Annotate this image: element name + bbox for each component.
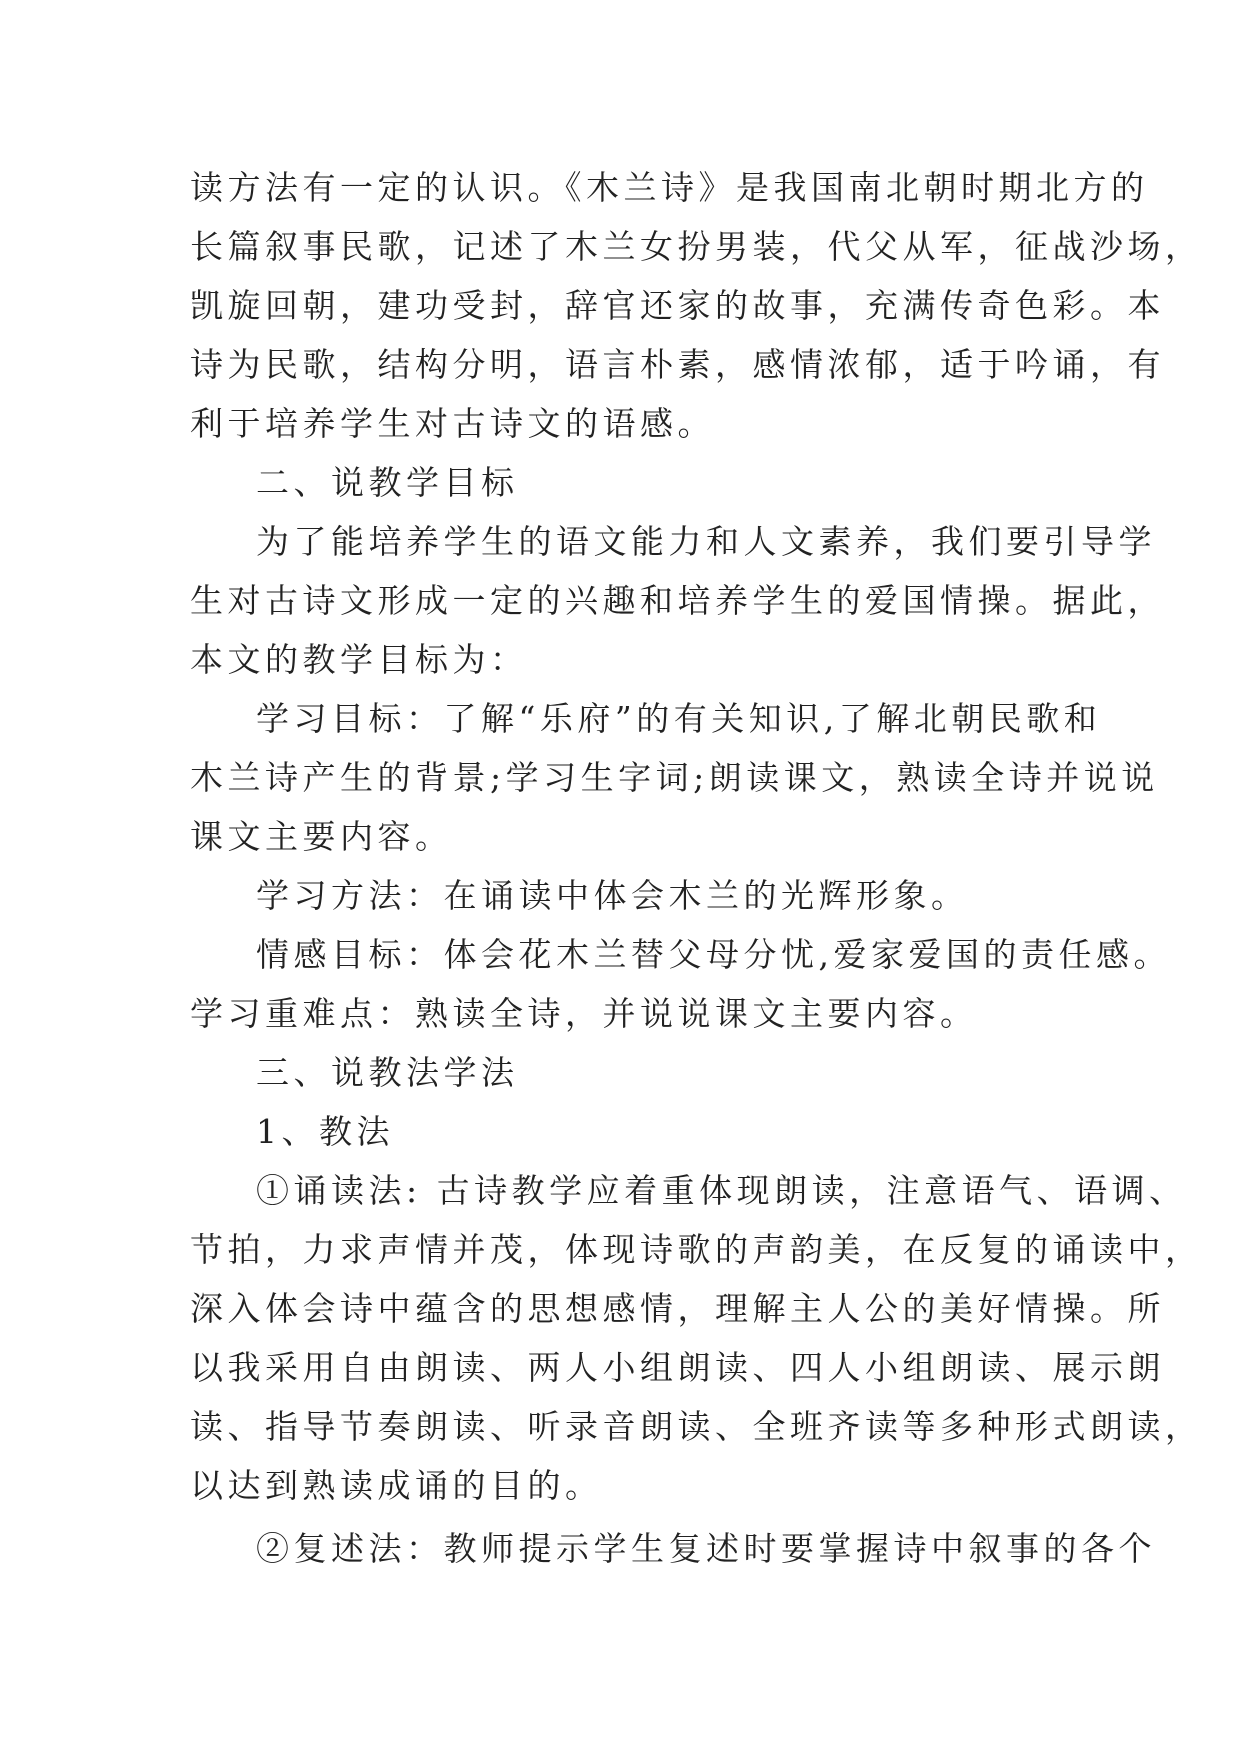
section-heading-teaching-methods [190, 1043, 1070, 1102]
heading-line: 1、教法 [256, 1112, 394, 1151]
text-line: 节拍，力求声情并茂，体现诗歌的声韵美，在反复的诵读中， [190, 1230, 1203, 1269]
paragraph-goals-intro [190, 512, 1165, 689]
text-line: 情感目标：体会花木兰替父母分忧,爱家爱国的责任感。 [256, 935, 1171, 974]
text-line: 长篇叙事民歌，记述了木兰女扮男装，代父从军，征战沙场， [190, 227, 1203, 266]
text-line: 木兰诗产生的背景;学习生字词;朗读课文，熟读全诗并说说 [190, 758, 1159, 797]
section-heading-teaching-goals [190, 453, 1070, 512]
text-line: 诗为民歌，结构分明，语言朴素，感情浓郁，适于吟诵，有 [190, 345, 1165, 384]
paragraph-intro [190, 158, 1203, 453]
text-line: 利于培养学生对古诗文的语感。 [190, 404, 715, 443]
text-line: ②复述法：教师提示学生复述时要掌握诗中叙事的各个 [256, 1529, 1156, 1568]
subheading-teaching-method [190, 1102, 1070, 1161]
paragraph-recitation-method [190, 1161, 1203, 1515]
text-line: 读方法有一定的认识。《木兰诗》是我国南北朝时期北方的 [190, 168, 1149, 207]
paragraph-learning-goals [190, 689, 1159, 866]
text-line: 为了能培养学生的语文能力和人文素养，我们要引导学 [256, 522, 1156, 561]
text-line: ①诵读法: 古诗教学应着重体现朗读，注意语气、语调、 [256, 1171, 1187, 1210]
text-line: 学习重难点：熟读全诗，并说说课文主要内容。 [190, 994, 978, 1033]
text-line: 生对古诗文形成一定的兴趣和培养学生的爱国情操。据此， [190, 581, 1165, 620]
paragraph-emotion-goals [190, 925, 1171, 1043]
text-line: 课文主要内容。 [190, 817, 453, 856]
paragraph-learning-method [190, 866, 1070, 925]
text-line: 以达到熟读成诵的目的。 [190, 1466, 603, 1505]
text-line: 学习目标：了解“乐府”的有关知识,了解北朝民歌和 [256, 699, 1102, 738]
text-line: 深入体会诗中蕴含的思想感情，理解主人公的美好情操。所 [190, 1289, 1165, 1328]
text-line: 读、指导节奏朗读、听录音朗读、全班齐读等多种形式朗读， [190, 1407, 1203, 1446]
paragraph-retelling-method [190, 1519, 1156, 1578]
text-line: 本文的教学目标为： [190, 640, 528, 679]
text-line: 学习方法：在诵读中体会木兰的光辉形象。 [256, 876, 969, 915]
document-page [190, 158, 1203, 1578]
heading-line: 三、说教法学法 [256, 1053, 519, 1092]
heading-line: 二、说教学目标 [256, 463, 519, 502]
text-line: 以我采用自由朗读、两人小组朗读、四人小组朗读、展示朗 [190, 1348, 1165, 1387]
text-line: 凯旋回朝，建功受封，辞官还家的故事，充满传奇色彩。本 [190, 286, 1165, 325]
